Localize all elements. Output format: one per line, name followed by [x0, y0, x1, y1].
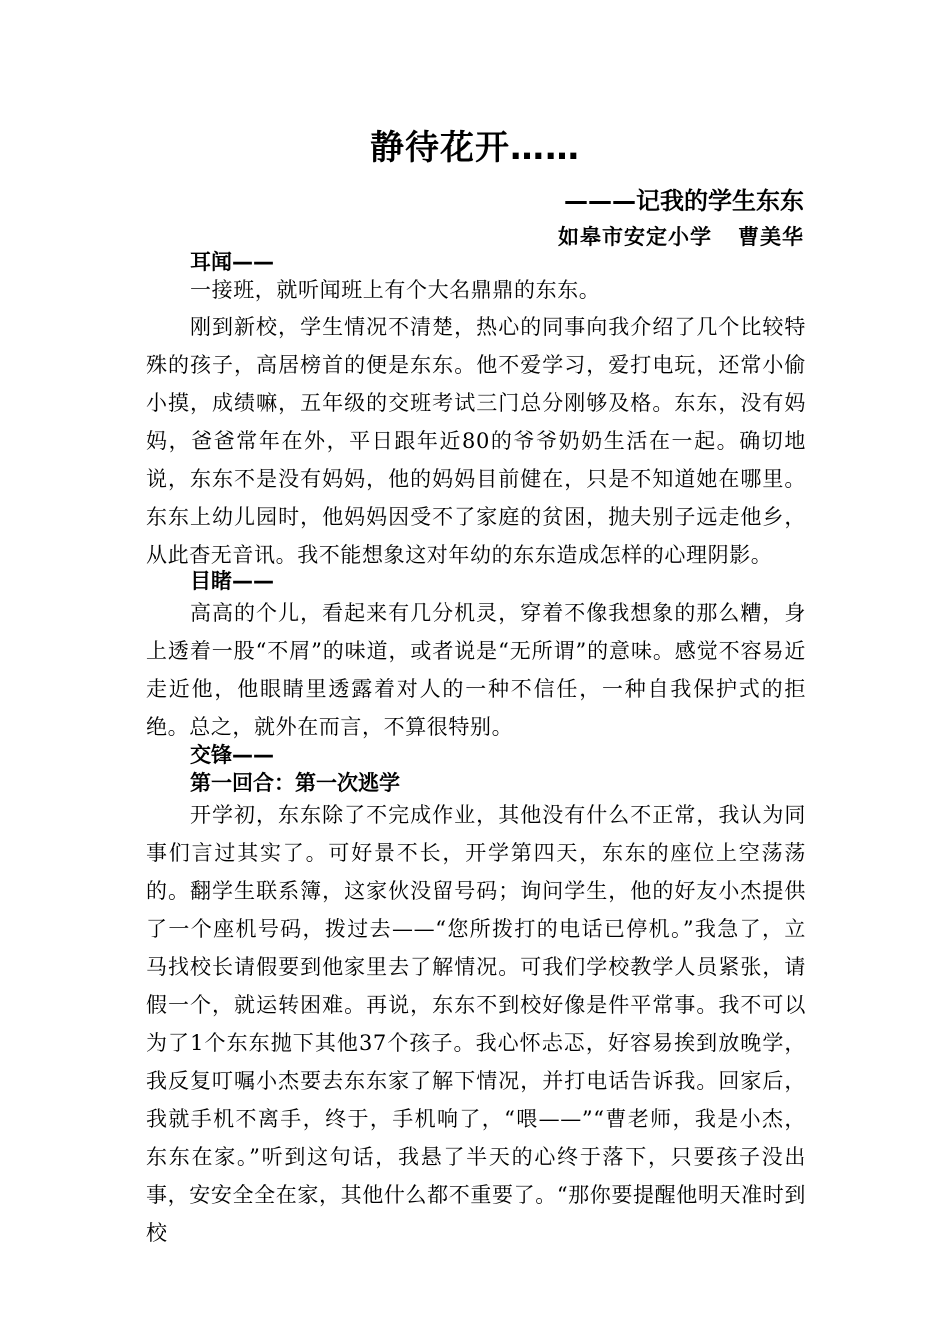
author-line [558, 222, 804, 252]
section-subheading: 第一回合：第一次逃学 [190, 771, 400, 795]
section-hearing [146, 249, 806, 574]
section-heading: 耳闻—— [190, 250, 274, 274]
section-heading: 交锋—— [190, 743, 274, 767]
section-confrontation [146, 742, 806, 1252]
document-subtitle: ———记我的学生东东 [564, 187, 804, 215]
section-heading: 目睹—— [190, 569, 274, 593]
paragraph: 高高的个儿，看起来有几分机灵，穿着不像我想象的那么糟，身上透着一股“不屑”的味道，或者说是“无所谓”的意味。感觉不容易近走近他，他眼睛里透露着对人的一种不信任，一种自我保护式的拒绝。总之，就外在而言，不算很特别。 [146, 601, 806, 739]
document-title: 静待花开…… [370, 128, 580, 168]
paragraph: 刚到新校，学生情况不清楚，热心的同事向我介绍了几个比较特殊的孩子，高居榜首的便是东东。他不爱学习，爱打电玩，还常小偷小摸，成绩嘛，五年级的交班考试三门总分刚够及格。东东，没有妈妈，爸爸常年在外，平日跟年近80的爷爷奶奶生活在一起。确切地说，东东不是没有妈妈，他的妈妈目前健在，只是不知道她在哪里。东东上幼儿园时，他妈妈因受不了家庭的贫困，抛夫别子远走他乡，从此杳无音讯。我不能想象这对年幼的东东造成怎样的心理阴影。 [146, 315, 806, 567]
author-school: 如皋市安定小学 [558, 224, 712, 249]
paragraph: 开学初，东东除了不完成作业，其他没有什么不正常，我认为同事们言过其实了。可好景不长，开学第四天，东东的座位上空荡荡的。翻学生联系簿，这家伙没留号码；询问学生，他的好友小杰提供了一个座机号码，拨过去——“您所拨打的电话已停机。”我急了，立马找校长请假要到他家里去了解情况。可我们学校教学人员紧张，请假一个，就运转困难。再说，东东不到校好像是件平常事。我不可以为了1个东东抛下其他37个孩子。我心怀忐忑，好容易挨到放晚学，我反复叮嘱小杰要去东东家了解下情况，并打电话告诉我。回家后，我就手机不离手，终于，手机响了，“喂——”“曹老师，我是小杰，东东在家。”听到这句话，我悬了半天的心终于落下，只要孩子没出事，安安全全在家，其他什么都不重要了。“那你要提醒他明天准时到校 [146, 803, 806, 1245]
section-witness [146, 568, 806, 746]
paragraph: 一接班，就听闻班上有个大名鼎鼎的东东。 [190, 278, 601, 302]
author-name: 曹美华 [738, 224, 804, 249]
